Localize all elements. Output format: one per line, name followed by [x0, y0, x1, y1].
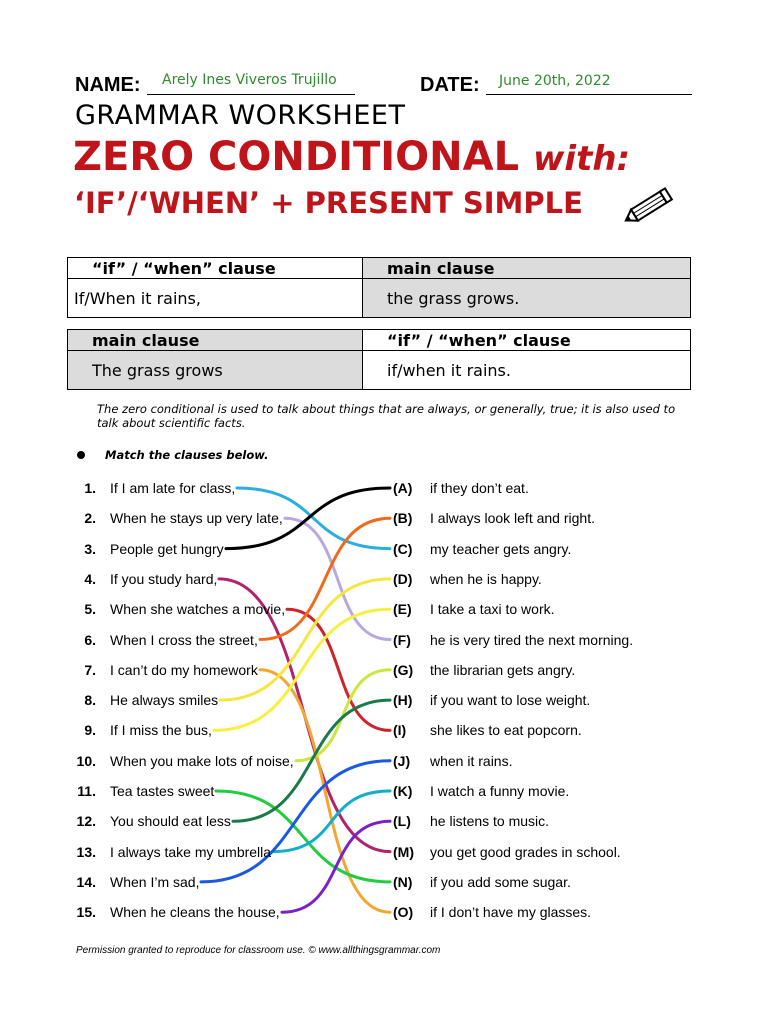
match-row	[0, 843, 768, 861]
right-clause: she likes to eat popcorn.	[430, 722, 582, 739]
left-clause: When she watches a movie,	[110, 601, 286, 618]
left-item-number: 5.	[84, 601, 96, 618]
date-value: June 20th, 2022	[499, 73, 611, 89]
match-row	[0, 661, 768, 679]
match-row	[0, 903, 768, 921]
left-item-number: 13.	[76, 843, 96, 860]
left-item-number: 11.	[77, 783, 96, 799]
right-clause: I always look left and right.	[430, 510, 595, 527]
instruction-text: Match the clauses below.	[105, 448, 269, 462]
right-clause: I watch a funny movie.	[430, 783, 570, 799]
right-item-letter: (I)	[393, 722, 407, 739]
left-item-number: 3.	[84, 540, 96, 557]
subtitle: ‘IF’/‘WHEN’ + PRESENT SIMPLE	[74, 186, 583, 220]
right-clause: the librarian gets angry.	[430, 661, 576, 678]
table2-col2-value: if/when it rains.	[363, 351, 691, 390]
table2-col2-header: “if” / “when” clause	[363, 330, 691, 351]
left-item-number: 15.	[76, 904, 96, 921]
left-item-number: 6.	[84, 631, 96, 648]
match-row	[0, 540, 768, 558]
left-clause: If I miss the bus,	[110, 722, 212, 739]
table1-col2-value: the grass grows.	[363, 279, 691, 318]
left-item-number: 7.	[84, 661, 96, 678]
table1-col2-header: main clause	[363, 258, 691, 279]
right-item-letter: (H)	[393, 692, 413, 709]
left-clause: I can’t do my homework	[110, 661, 258, 678]
name-label: NAME:	[75, 74, 141, 96]
table2-col1-value: The grass grows	[68, 351, 363, 390]
right-clause: when he is happy.	[430, 570, 542, 587]
match-row	[0, 812, 768, 830]
right-clause: when it rains.	[430, 752, 513, 769]
match-row	[0, 631, 768, 649]
left-clause: You should eat less	[110, 813, 231, 830]
right-clause: he listens to music.	[430, 813, 550, 830]
explanation-note: The zero conditional is used to talk about things that are always, or generally, true; it is also used to talk about scientific facts.	[97, 402, 676, 430]
left-clause: People get hungry	[110, 540, 224, 557]
match-row	[0, 600, 768, 618]
left-item-number: 1.	[84, 480, 96, 496]
match-row	[0, 752, 768, 770]
left-item-number: 8.	[84, 692, 96, 709]
topic-title-with: with:	[533, 139, 631, 179]
right-item-letter: (G)	[393, 661, 414, 678]
left-clause: When I cross the street,	[110, 631, 258, 648]
right-item-letter: (J)	[393, 752, 411, 769]
left-clause: If I am late for class,	[110, 480, 236, 496]
footer-permission: Permission granted to reproduce for classroom use. © www.allthingsgrammar.com	[76, 945, 441, 956]
right-clause: if they don’t eat.	[430, 480, 529, 496]
match-row	[0, 570, 768, 588]
table1-col1-value: If/When it rains,	[68, 279, 363, 318]
right-clause: you get good grades in school.	[430, 843, 621, 860]
right-clause: he is very tired the next morning.	[430, 631, 634, 648]
left-item-number: 4.	[84, 570, 96, 587]
right-item-letter: (L)	[393, 813, 411, 830]
right-item-letter: (M)	[393, 843, 414, 860]
match-row	[0, 479, 768, 497]
right-item-letter: (A)	[393, 480, 413, 496]
left-clause: Tea tastes sweet	[110, 783, 215, 799]
match-row	[0, 721, 768, 739]
match-row	[0, 509, 768, 527]
left-clause: If you study hard,	[110, 570, 218, 587]
left-clause: I always take my umbrella	[110, 843, 272, 860]
match-row	[0, 782, 768, 800]
right-clause: my teacher gets angry.	[430, 540, 572, 557]
name-value: Arely Ines Viveros Trujillo	[162, 72, 337, 88]
match-line-11-n	[216, 791, 390, 882]
left-clause: When he stays up very late,	[110, 510, 283, 527]
topic-title-main: ZERO CONDITIONAL	[73, 134, 520, 180]
table1-col1-header: “if” / “when” clause	[68, 258, 363, 279]
left-item-number: 14.	[76, 873, 96, 890]
left-clause: When I’m sad,	[110, 873, 200, 890]
right-clause: if you add some sugar.	[430, 873, 571, 890]
table2-col1-header: main clause	[68, 330, 363, 351]
right-item-letter: (B)	[393, 510, 413, 527]
right-item-letter: (K)	[393, 783, 413, 799]
right-item-letter: (N)	[393, 873, 413, 890]
match-row	[0, 691, 768, 709]
match-row	[0, 873, 768, 891]
left-clause: When you make lots of noise,	[110, 752, 294, 769]
right-item-letter: (F)	[393, 631, 411, 648]
right-clause: if you want to lose weight.	[430, 692, 591, 709]
worksheet-title: GRAMMAR WORKSHEET	[75, 100, 406, 131]
left-item-number: 2.	[84, 510, 96, 527]
date-label: DATE:	[420, 74, 480, 96]
right-item-letter: (E)	[393, 601, 412, 618]
left-clause: He always smiles	[110, 692, 219, 709]
right-item-letter: (D)	[393, 570, 413, 587]
right-item-letter: (C)	[393, 540, 413, 557]
left-clause: When he cleans the house,	[110, 904, 280, 921]
right-clause: I take a taxi to work.	[430, 601, 555, 618]
right-item-letter: (O)	[393, 904, 414, 921]
left-item-number: 10.	[76, 752, 96, 769]
left-item-number: 9.	[84, 722, 96, 739]
left-item-number: 12.	[76, 813, 96, 830]
right-clause: if I don’t have my glasses.	[430, 904, 592, 921]
